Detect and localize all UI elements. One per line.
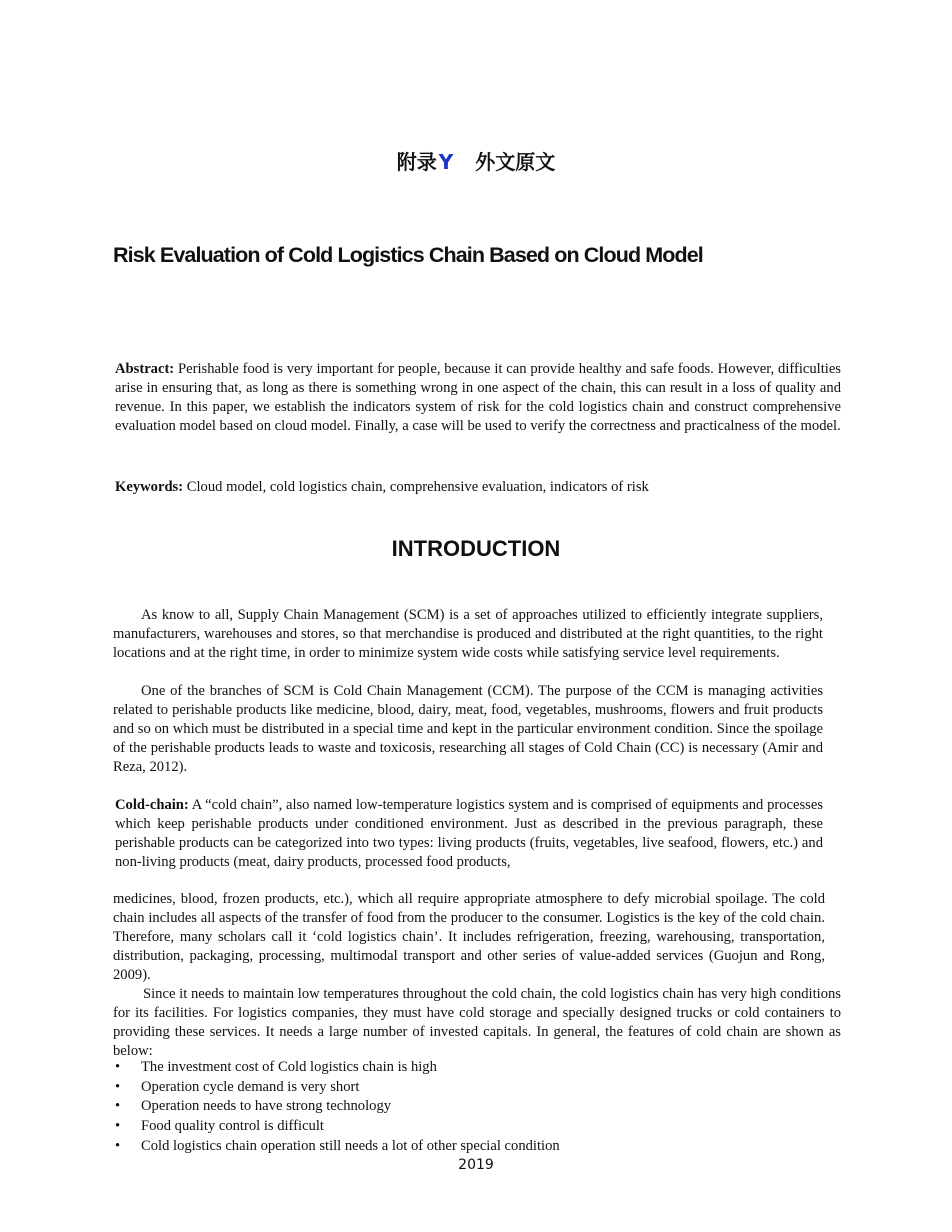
appendix-letter: Y: [438, 150, 454, 174]
intro-paragraph-2: One of the branches of SCM is Cold Chain Management (CCM). The purpose of the CCM is managing activities related to perishable products like medicine, blood, dairy, meat, food, vegetables, mushrooms, flowers and fruit products and so on which must be distributed in a special time and kept in the particular environment condition. Since the spoilage of the perishable products leads to waste and toxicosis, researching all stages of Cold Chain (CC) is necessary (Amir and Reza, 2012).: [113, 683, 823, 775]
paper-title: Risk Evaluation of Cold Logistics Chain Based on Cloud Model: [113, 243, 703, 267]
cold-chain-paragraph-2: Since it needs to maintain low temperatures throughout the cold chain, the cold logistics chain has very high conditions for its facilities. For logistics companies, they must have cold storage and specially designed trucks or cold containers to providing these services. It needs a large number of invested capitals. In general, the features of cold chain are shown as below:: [113, 986, 841, 1059]
list-item: • Food quality control is difficult: [113, 1117, 853, 1137]
abstract-label: Abstract:: [115, 361, 175, 377]
appendix-heading: [0, 146, 952, 175]
keywords-label: Keywords:: [115, 479, 184, 495]
cold-chain-paragraph-1b: medicines, blood, frozen products, etc.), which all require appropriate atmosphere to defy microbial spoilage. The cold chain includes all aspects of the transfer of food from the producer to the consumer. Logistics is the key of the cold chain. Therefore, many scholars call it ‘cold logistics chain’. It includes refrigeration, freezing, warehousing, transportation, distribution, packaging, processing, multimodal transport and other series of value-added services (Guojun and Rong, 2009).: [113, 891, 825, 983]
intro-paragraph-1: As know to all, Supply Chain Management (SCM) is a set of approaches utilized to efficiently integrate suppliers, manufacturers, warehouses and stores, so that merchandise is produced and distributed at the right quantities, to the right locations and at the right time, in order to minimize system wide costs while satisfying service level requirements.: [113, 607, 823, 661]
cold-chain-paragraph-1a: [115, 796, 823, 872]
appendix-prefix: 附录: [396, 150, 437, 174]
cold-chain-feature-list: [113, 1058, 853, 1157]
page-number: 2019: [458, 1157, 494, 1173]
appendix-suffix: 外文原文: [475, 150, 556, 174]
list-item: • The investment cost of Cold logistics chain is high: [113, 1058, 853, 1078]
cold-chain-label: Cold-chain:: [115, 797, 189, 813]
list-item: • Operation cycle demand is very short: [113, 1078, 853, 1098]
abstract-paragraph: [115, 360, 841, 436]
section-heading-introduction: INTRODUCTION: [391, 536, 561, 561]
list-item: • Cold logistics chain operation still needs a lot of other special condition: [113, 1137, 853, 1157]
cold-chain-text-1a: A “cold chain”, also named low-temperature logistics system and is comprised of equipments and processes which keep perishable products under conditioned environment. Just as described in the previous paragraph, these perishable products can be categorized into two types: living products (fruits, vegetables, live seafood, flowers, etc.) and non-living products (meat, dairy products, processed food products,: [115, 797, 824, 870]
keywords-paragraph: [115, 478, 841, 497]
abstract-text: Perishable food is very important for people, because it can provide healthy and safe foods. However, difficulties arise in ensuring that, as long as there is something wrong in one aspect of the chain, this can result in a loss of quality and revenue. In this paper, we establish the indicators system of risk for the cold logistics chain and construct comprehensive evaluation model based on cloud model. Finally, a case will be used to verify the correctness and practicalness of the model.: [115, 361, 841, 434]
keywords-text: Cloud model, cold logistics chain, comprehensive evaluation, indicators of risk: [186, 479, 649, 495]
list-item: • Operation needs to have strong technology: [113, 1097, 853, 1117]
